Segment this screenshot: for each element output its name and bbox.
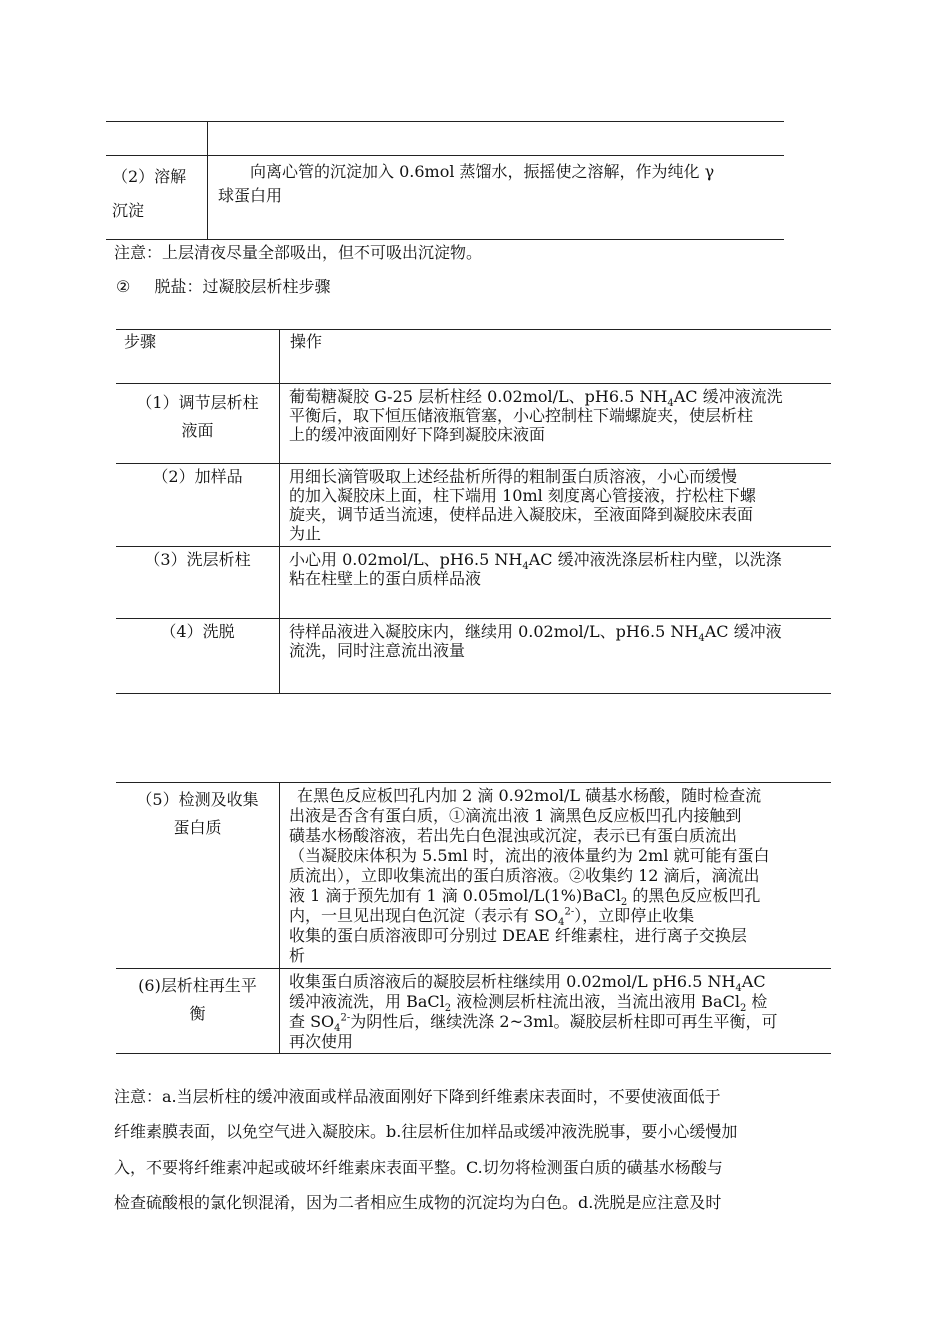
table-row-step [116, 389, 279, 445]
table-row-step [116, 550, 279, 569]
section-title: 脱盐：过凝胶层析柱步骤 [154, 277, 331, 296]
step-label: （5）检测及收集 [136, 790, 259, 809]
table-row-operation [289, 786, 770, 966]
table-row-step [116, 786, 279, 842]
table-row-operation [289, 467, 756, 543]
operation-text: 待样品液进入凝胶床内，继续用 0.02mol/L、pH6.5 $NH_4AC$ 缓冲液 [289, 622, 782, 645]
operation-text: 球蛋白用 [218, 186, 283, 205]
operation-text: 用细长滴管吸取上述经盐析所得的粗制蛋白质溶液，小心而缓慢 [289, 467, 738, 486]
table-rule [116, 782, 831, 783]
table-row-operation [289, 972, 777, 1052]
operation-text: 向离心管的沉淀加入 0.6mol 蒸馏水，振摇使之溶解，作为纯化 γ [250, 162, 715, 181]
operation-text: 收集蛋白质溶液后的凝胶层析柱继续用 0.02mol/L pH6.5 $NH_4AC$ [289, 972, 766, 995]
operation-text: 内，一旦见出现白色沉淀（表示有 $SO_4^{2-}$），立即停止收集 [289, 906, 695, 929]
step-label: （4）洗脱 [160, 622, 235, 641]
note-1: 注意：上层清夜尽量全部吸出，但不可吸出沉淀物。 [114, 243, 483, 262]
operation-text: 析 [289, 946, 306, 965]
step-label: （1）调节层析柱 [136, 393, 259, 412]
section-heading [116, 277, 331, 297]
note-text-line: 纤维素膜表面，以免空气进入凝胶床。b.往层析住加样品或缓冲液洗脱事，要小心缓慢加 [114, 1122, 738, 1141]
step-label: 沉淀 [112, 201, 145, 220]
table-rule [116, 383, 831, 384]
table-rule [106, 239, 784, 240]
note-text-line: 入，不要将纤维素冲起或破坏纤维素床表面平整。C.切勿将检测蛋白质的磺基水杨酸与 [114, 1158, 723, 1177]
operation-text: 粘在柱壁上的蛋白质样品液 [289, 569, 482, 588]
operation-text: 小心用 0.02mol/L、pH6.5 $NH_4AC$ 缓冲液洗涤层析柱内壁，以洗涤 [289, 550, 782, 573]
table-rule [116, 968, 831, 969]
step-label: (6)层析柱再生平 [138, 976, 257, 995]
operation-text: 在黑色反应板凹孔内加 2 滴 0.92mol/L 磺基水杨酸，随时检查流 [297, 786, 762, 805]
table-column-divider [279, 782, 280, 1053]
step-label: （2）加样品 [152, 467, 243, 486]
table-header-step: 步骤 [124, 332, 157, 351]
operation-text: 磺基水杨酸溶液，若出先白色混浊或沉淀，表示已有蛋白质流出 [289, 826, 738, 845]
table-header-operation: 操作 [290, 332, 323, 351]
operation-text: 旋夹，调节适当流速，使样品进入凝胶床，至液面降到凝胶床表面 [289, 505, 754, 524]
operation-text: 质流出），立即收集流出的蛋白质溶液。②收集约 12 滴后，滴流出 [289, 866, 760, 885]
operation-text: 查 $SO_4^{2-}$为阴性后，继续洗涤 2~3ml。凝胶层析柱即可再生平衡，可 [289, 1012, 778, 1035]
table-rule [116, 463, 831, 464]
table-row-step [112, 160, 186, 228]
table-row-step [116, 972, 279, 1028]
operation-text: 流洗，同时注意流出液量 [289, 641, 466, 660]
table-row-operation [218, 160, 714, 208]
table-row-step [116, 622, 279, 641]
table-column-divider [279, 329, 280, 693]
step-label: 蛋白质 [173, 818, 222, 837]
table-row-step [116, 467, 279, 486]
table-row-operation [289, 387, 783, 444]
step-label: 液面 [181, 421, 214, 440]
table-column-divider [207, 121, 208, 239]
operation-text: 为止 [289, 524, 322, 543]
operation-text: （当凝胶床体积为 5.5ml 时，流出的液体量约为 2ml 就可能有蛋白 [289, 846, 770, 865]
operation-text: 葡萄糖凝胶 G-25 层析柱经 0.02mol/L、pH6.5 $NH_4AC$ 缓冲液流洗 [289, 387, 783, 410]
table-rule [116, 329, 831, 330]
step-label: 衡 [189, 1004, 206, 1023]
table-rule [116, 693, 831, 694]
operation-text: 的加入凝胶床上面，柱下端用 10ml 刻度离心管接液，拧松柱下螺 [289, 486, 756, 505]
table-row-operation [289, 622, 782, 660]
note-text-line: 检查硫酸根的氯化钡混淆，因为二者相应生成物的沉淀均为白色。d.洗脱是应注意及时 [114, 1193, 722, 1212]
note-text-line: 注意：a.当层析柱的缓冲液面或样品液面刚好下降到纤维素床表面时，不要使液面低于 [114, 1087, 721, 1106]
operation-text: 再次使用 [289, 1032, 354, 1051]
table-row-operation [289, 550, 782, 588]
operation-text: 平衡后，取下恒压储液瓶管塞，小心控制柱下端螺旋夹，使层析柱 [289, 406, 754, 425]
operation-text: 液 1 滴于预先加有 1 滴 0.05mol/L(1%)BaCl$_2$ 的黑色反应板凹孔 [289, 886, 761, 909]
operation-text: 收集的蛋白质溶液即可分别过 DEAE 纤维素柱，进行离子交换层 [289, 926, 747, 945]
table-rule [116, 1053, 831, 1054]
operation-text: 上的缓冲液面刚好下降到凝胶床液面 [289, 425, 546, 444]
step-label: （2）溶解 [112, 167, 187, 186]
step-label: （3）洗层析柱 [144, 550, 251, 569]
table-rule [116, 546, 831, 547]
operation-text: 缓冲液流洗，用 BaCl$_2$ 液检测层析柱流出液，当流出液用 BaCl$_2$ 检 [289, 992, 768, 1015]
operation-text: 出液是否含有蛋白质，①滴流出液 1 滴黑色反应板凹孔内接触到 [289, 806, 742, 825]
table-rule [116, 618, 831, 619]
section-marker: ② [116, 277, 131, 296]
